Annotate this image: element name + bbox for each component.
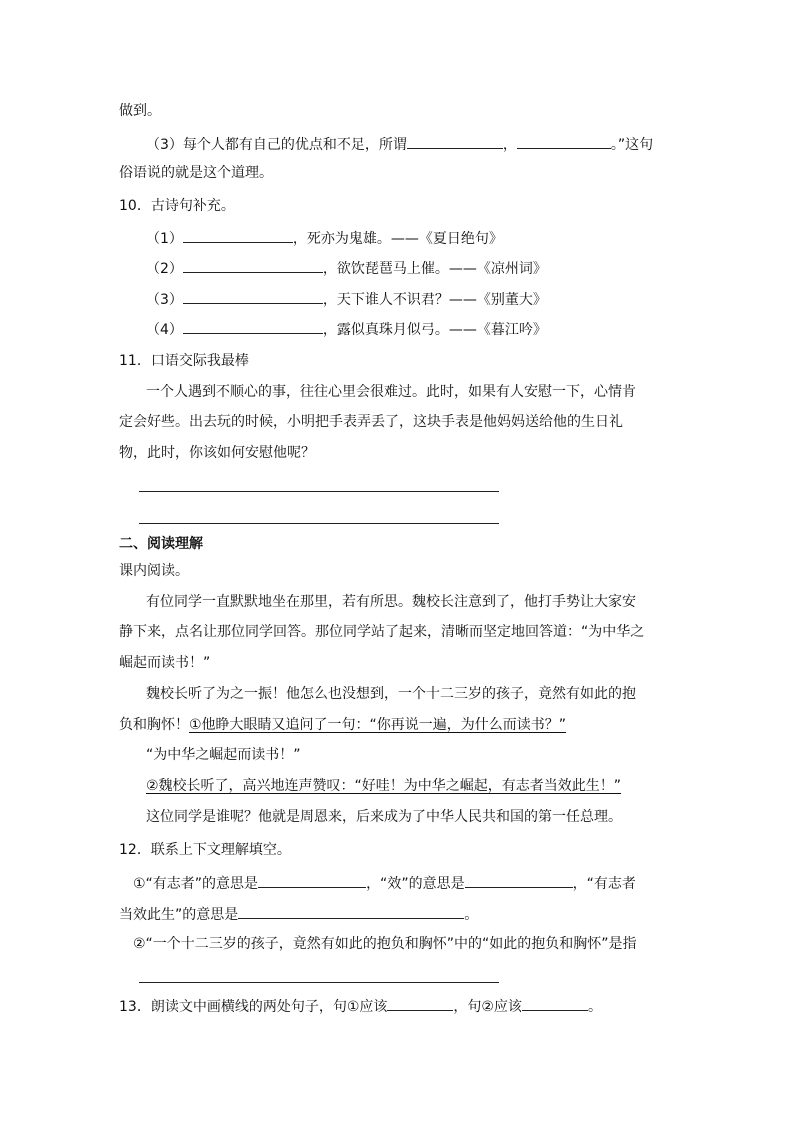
passage-line: 这位同学是谁呢？他就是周恩来，后来成为了中华人民共和国的第一任总理。 xyxy=(146,809,622,825)
q12-text: ，“效”的意思是 xyxy=(366,876,465,892)
underlined-sentence-1: ①他睁大眼睛又追问了一句：“你再说一遍，为什么而读书？” xyxy=(189,717,567,733)
q13-blank-1[interactable] xyxy=(387,995,453,1011)
q9-item3 xyxy=(146,133,653,155)
passage-line: 崛起而读书！” xyxy=(119,655,211,671)
q12-text: ，“有志者 xyxy=(572,876,636,892)
q12-blank-1[interactable] xyxy=(258,872,366,888)
underlined-sentence-2: ②魏校长听了，高兴地连声赞叹：“好哇！为中华之崛起，有志者当效此生！” xyxy=(146,778,622,794)
passage-line xyxy=(119,715,566,735)
q12-text: 。 xyxy=(464,907,479,923)
q10-item xyxy=(146,288,547,310)
q13-text: 。 xyxy=(587,999,602,1015)
q10-blank-2[interactable] xyxy=(183,257,323,273)
q10-item-num: （4） xyxy=(146,322,183,338)
q12-item-2: ②“一个十二三岁的孩子，竟然有如此的抱负和胸怀”中的“如此的抱负和胸怀”是指 xyxy=(133,936,637,952)
q12-item-1 xyxy=(133,872,636,894)
q12-title: 12．联系上下文理解填空。 xyxy=(119,842,291,858)
section-title: 二、阅读理解 xyxy=(119,536,203,552)
q13-text: 13．朗读文中画横线的两处句子，句①应该 xyxy=(119,999,388,1015)
q10-item-num: （1） xyxy=(146,231,183,247)
q11-answer-line-1[interactable] xyxy=(139,491,499,492)
q9-tail: 做到。 xyxy=(119,103,161,119)
q9-blank-2[interactable] xyxy=(517,133,611,149)
q13-text: ，句②应该 xyxy=(453,999,522,1015)
q11-line: 一个人遇到不顺心的事，往往心里会很难过。此时，如果有人安慰一下，心情肯 xyxy=(146,384,636,400)
q9-item3-end: 。”这句 xyxy=(610,137,654,153)
q10-item-num: （2） xyxy=(146,261,183,277)
q9-blank-1[interactable] xyxy=(407,133,503,149)
q10-item-num: （3） xyxy=(146,292,183,308)
q11-answer-line-2[interactable] xyxy=(139,523,499,524)
q9-item3-text: （3）每个人都有自己的优点和不足，所谓 xyxy=(146,137,407,153)
q10-item-text: ，天下谁人不识君？——《别董大》 xyxy=(322,292,547,308)
passage-text: 负和胸怀！ xyxy=(119,717,189,733)
q10-item xyxy=(146,227,503,249)
q12-answer-line[interactable] xyxy=(139,982,499,983)
section-subtitle: 课内阅读。 xyxy=(119,563,189,579)
q13 xyxy=(119,995,602,1017)
q12-blank-3[interactable] xyxy=(238,903,464,919)
q10-item xyxy=(146,318,547,340)
q12-blank-2[interactable] xyxy=(465,872,573,888)
q11-line: 物，此时，你该如何安慰他呢？ xyxy=(119,445,315,461)
q12-text: ①“有志者”的意思是 xyxy=(133,876,259,892)
passage-line: 静下来，点名让那位同学回答。那位同学站了起来，清晰而坚定地回答道：“为中华之 xyxy=(119,624,645,640)
q9-comma: ， xyxy=(502,137,517,153)
q11-title: 11．口语交际我最棒 xyxy=(119,353,249,369)
q10-item xyxy=(146,257,547,279)
q10-blank-4[interactable] xyxy=(183,318,323,334)
passage-line: 魏校长听了为之一振！他怎么也没想到，一个十二三岁的孩子，竟然有如此的抱 xyxy=(146,686,636,702)
passage-line: “为中华之崛起而读书！” xyxy=(146,747,301,763)
q10-item-text: ，欲饮琵琶马上催。——《凉州词》 xyxy=(322,261,547,277)
q10-blank-3[interactable] xyxy=(183,288,323,304)
q10-item-text: ，死亦为鬼雄。——《夏日绝句》 xyxy=(292,231,503,247)
q12-item-1-cont xyxy=(119,903,478,925)
q10-title: 10．古诗句补充。 xyxy=(119,198,235,214)
q13-blank-2[interactable] xyxy=(522,995,588,1011)
q9-item3-cont: 俗语说的就是这个道理。 xyxy=(119,165,273,181)
q10-blank-1[interactable] xyxy=(183,227,293,243)
q11-line: 定会好些。出去玩的时候，小明把手表弄丢了，这块手表是他妈妈送给他的生日礼 xyxy=(119,414,623,430)
passage-line: 有位同学一直默默地坐在那里，若有所思。魏校长注意到了，他打手势让大家安 xyxy=(146,594,636,610)
q12-text: 当效此生”的意思是 xyxy=(119,907,239,923)
q10-item-text: ，露似真珠月似弓。——《暮江吟》 xyxy=(322,322,547,338)
